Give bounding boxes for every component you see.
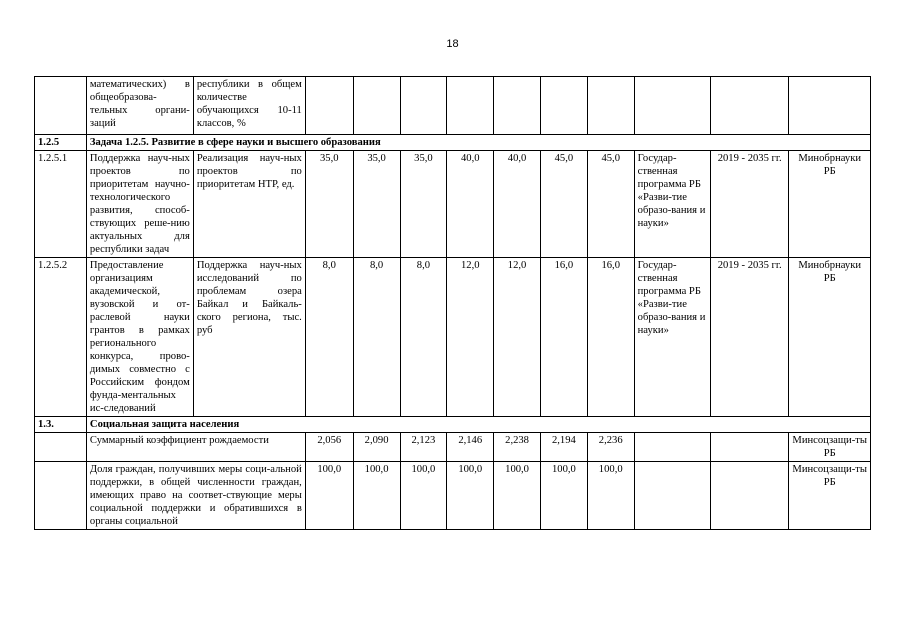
cell-program <box>634 462 710 530</box>
cell-value: 2,146 <box>447 433 494 462</box>
cell-value: 100,0 <box>353 462 400 530</box>
table-row <box>35 462 871 530</box>
cell-value: 12,0 <box>494 258 541 417</box>
cell-indicator: республики в общем количестве обучающихся 10-11 классов, % <box>193 77 305 135</box>
cell-value: 2,056 <box>305 433 353 462</box>
cell-value: 100,0 <box>587 462 634 530</box>
table-row <box>35 151 871 258</box>
cell-event-name: Поддержка науч-ных проектов по приоритетам научно-технологического развития, способ-ствующих реше-нию актуальных для республики задач <box>86 151 193 258</box>
cell-value: 100,0 <box>305 462 353 530</box>
cell-executor: Минобрнауки РБ <box>789 258 871 417</box>
cell-indicator: Реализация науч-ных проектов по приоритетам НТР, ед. <box>193 151 305 258</box>
cell-value: 8,0 <box>353 258 400 417</box>
cell-program <box>634 433 710 462</box>
cell-value: 40,0 <box>494 151 541 258</box>
cell-value: 40,0 <box>447 151 494 258</box>
cell-period <box>711 462 789 530</box>
cell-event-name: математических) в общеобразова-тельных органи-заций <box>86 77 193 135</box>
cell-value: 16,0 <box>587 258 634 417</box>
plan-table <box>34 76 871 530</box>
cell-value: 35,0 <box>400 151 447 258</box>
cell-value: 8,0 <box>305 258 353 417</box>
table-row <box>35 258 871 417</box>
cell-indicator: Доля граждан, получивших меры соци-альной поддержки, в общей численности граждан, имеющих право на соответ-ствующие меры социальной поддержки и обратившихся в органы социальной <box>86 462 305 530</box>
section-row-1-2-5 <box>35 135 871 151</box>
page-number: 18 <box>446 38 459 50</box>
cell-executor: Минсоцзащи-ты РБ <box>789 462 871 530</box>
cell-value: 100,0 <box>400 462 447 530</box>
section-number: 1.2.5 <box>35 135 87 151</box>
cell-value: 100,0 <box>494 462 541 530</box>
cell-value: 8,0 <box>400 258 447 417</box>
cell-num: 1.2.5.2 <box>35 258 87 417</box>
cell-program: Государ-ственная программа РБ «Разви-тие образо-вания и науки» <box>634 151 710 258</box>
cell-value: 45,0 <box>540 151 587 258</box>
table-row-continued <box>35 77 871 135</box>
cell-period <box>711 433 789 462</box>
cell-num <box>35 462 87 530</box>
cell-value: 12,0 <box>447 258 494 417</box>
cell-value: 100,0 <box>447 462 494 530</box>
cell-value: 35,0 <box>353 151 400 258</box>
cell-indicator: Поддержка науч-ных исследований по проблемам озера Байкал и Байкаль-ского региона, тыс. руб <box>193 258 305 417</box>
cell-program: Государ-ственная программа РБ «Разви-тие образо-вания и науки» <box>634 258 710 417</box>
cell-value: 2,238 <box>494 433 541 462</box>
cell-num: 1.2.5.1 <box>35 151 87 258</box>
table-row <box>35 433 871 462</box>
cell-executor: Минобрнауки РБ <box>789 151 871 258</box>
cell-value: 45,0 <box>587 151 634 258</box>
cell-value: 2,236 <box>587 433 634 462</box>
cell-value: 2,090 <box>353 433 400 462</box>
cell-value: 2,123 <box>400 433 447 462</box>
cell-value: 35,0 <box>305 151 353 258</box>
cell-executor: Минсоцзащи-ты РБ <box>789 433 871 462</box>
cell-num <box>35 433 87 462</box>
cell-value: 2,194 <box>540 433 587 462</box>
section-title: Задача 1.2.5. Развитие в сфере науки и высшего образования <box>86 135 870 151</box>
section-title: Социальная защита населения <box>86 417 870 433</box>
cell-value: 100,0 <box>540 462 587 530</box>
cell-value: 16,0 <box>540 258 587 417</box>
cell-period: 2019 - 2035 гг. <box>711 151 789 258</box>
section-row-1-3 <box>35 417 871 433</box>
cell-event-name: Предоставление организациям академической, вузовской и от-раслевой науки грантов в рамках регионального конкурса, прово-димых совместно с Российским фондом фунда-ментальных ис-следований <box>86 258 193 417</box>
cell-period: 2019 - 2035 гг. <box>711 258 789 417</box>
cell-indicator: Суммарный коэффициент рождаемости <box>86 433 305 462</box>
cell-num <box>35 77 87 135</box>
section-number: 1.3. <box>35 417 87 433</box>
